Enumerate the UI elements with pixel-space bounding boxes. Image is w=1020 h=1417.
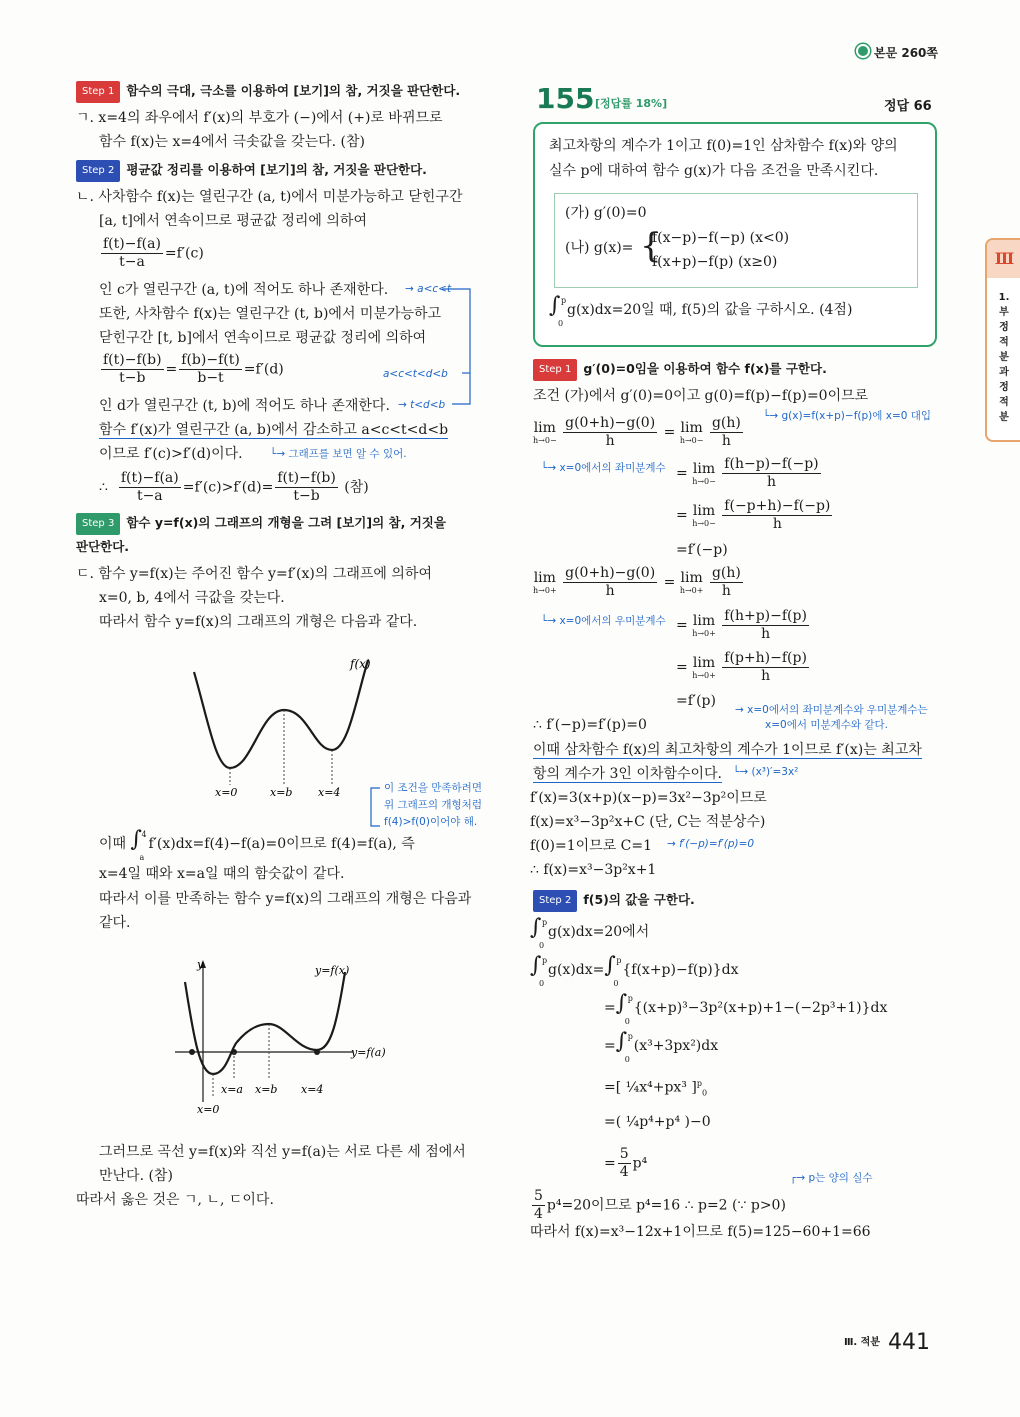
page-footer: $^{Ⅲ. 적분}$ 441 xyxy=(843,1330,930,1355)
step3-heading-cont: 판단한다. xyxy=(76,539,130,554)
text-line: ㄱ. x=4의 좌우에서 f′(x)의 부호가 (−)에서 (+)로 바뀌므로 xyxy=(76,110,443,126)
text-line: 조건 (가)에서 g′(0)=0이고 g(0)=f(p)−f(p)=0이므로 xyxy=(533,388,869,404)
chapter-side-tab: Ⅲ 1. 부정적분과 정적분 xyxy=(985,238,1020,442)
text-line: 따라서 함수 y=f(x)의 그래프의 개형은 다음과 같다. xyxy=(99,614,418,630)
text-line: 같다. xyxy=(99,915,131,931)
condition-b-top: f(x−p)−f(−p) (x<0) xyxy=(652,230,790,246)
annotation: └→ (x³)′=3x² xyxy=(733,766,799,778)
text-line: f(0)=1이므로 C=1 xyxy=(530,838,653,854)
text-line: 따라서 f(x)=x³−12x+1이므로 f(5)=125−60+1=66 xyxy=(530,1224,871,1240)
graph-label: x=0 xyxy=(197,1103,220,1116)
formula-mvt-2: $\frac{f(t)-f(b)}{t-b}$ = $\frac{f(b)-f(t)}{b-t}$ =f′(d) xyxy=(103,352,284,386)
limit-left-3: = lim h→0− $\frac{f(-p+h)-f(-p)}{h}$ xyxy=(676,498,831,532)
graph-label: y xyxy=(197,958,204,971)
problem-text: 최고차항의 계수가 1이고 f(0)=1인 삼차함수 f(x)와 양의 xyxy=(549,138,898,154)
page-number: 441 xyxy=(888,1330,930,1355)
graph-label: x=0 xyxy=(215,786,238,799)
limit-right-2: = lim h→0+ $\frac{f(h+p)-f(p)}{h}$ xyxy=(676,608,807,642)
step1-heading: Step 1 함수의 극대, 극소를 이용하여 [보기]의 참, 거짓을 판단한다. xyxy=(76,81,460,103)
limit-left-1: lim h→0− $\frac{g(0+h)-g(0)}{h}$ = lim h→0− $\frac{g(h)}{h}$ xyxy=(533,415,741,449)
condition-b-bottom: f(x+p)−f(p) (x≥0) xyxy=(652,254,778,270)
text-line: 인 d가 열린구간 (t, b)에 적어도 하나 존재한다. xyxy=(99,398,390,414)
integral-line: =( ¼p⁴+p⁴ )−0 xyxy=(604,1114,711,1130)
step1-heading: Step 1 g′(0)=0임을 이용하여 함수 f(x)를 구한다. xyxy=(533,359,827,381)
limit-right-1: lim h→0+ $\frac{g(0+h)-g(0)}{h}$ = lim h→0+ $\frac{g(h)}{h}$ xyxy=(533,565,741,599)
graph-label: y=f(a) xyxy=(351,1046,386,1059)
text-line: 또한, 사차함수 f(x)는 열린구간 (t, b)에서 미분가능하고 xyxy=(99,306,442,322)
page-reference: 본문 260쪽 xyxy=(856,44,938,61)
step2-heading: Step 2 f(5)의 값을 구한다. xyxy=(533,890,695,912)
text-line: f(x)=x³−3p²x+C (단, C는 적분상수) xyxy=(530,814,766,830)
accuracy-rate: [정답률 18%] xyxy=(595,97,668,110)
problem-question: ∫ p 0 g(x)dx=20일 때, f(5)의 값을 구하시오. (4점) xyxy=(549,293,853,328)
annotation-bracket xyxy=(440,286,474,410)
limit-right-result: =f′(p) xyxy=(676,693,716,709)
annotation: → x=0에서의 좌미분계수와 우미분계수는 x=0에서 미분계수와 같다. xyxy=(735,704,928,731)
answer-label: 정답 66 xyxy=(884,99,932,114)
problem-number: 155 xyxy=(536,82,595,115)
annotation: └→ 그래프를 보면 알 수 있어. xyxy=(270,448,407,460)
text-line: 만난다. (참) xyxy=(99,1168,173,1184)
graph-label: x=b xyxy=(255,1083,278,1096)
graph-label: x=a xyxy=(221,1083,243,1096)
text-line: 인 c가 열린구간 (a, t)에 적어도 하나 존재한다. xyxy=(99,282,389,298)
graph-label: x=4 xyxy=(318,786,341,799)
text-line: ∴ f′(−p)=f′(p)=0 xyxy=(533,717,647,733)
annotation: → f′(−p)=f′(p)=0 xyxy=(667,838,755,850)
annotation: └→ g(x)=f(x+p)−f(p)에 x=0 대입 xyxy=(763,410,932,422)
annotation: └→ x=0에서의 우미분계수 xyxy=(541,615,666,627)
integral-line: = ∫ p 0 {(x+p)³−3p²(x+p)+1−(−2p³+1)}dx xyxy=(604,991,888,1026)
limit-right-3: = lim h→0+ $\frac{f(p+h)-f(p)}{h}$ xyxy=(676,650,807,684)
circle-bullet-icon xyxy=(856,44,870,58)
graph-label: x=4 xyxy=(301,1083,324,1096)
integral-line: =[ ¼x⁴+px³ ]$^p_0$ xyxy=(604,1079,708,1098)
text-line: x=0, b, 4에서 극값을 갖는다. xyxy=(99,590,285,606)
annotation: 이 조건을 만족하려면 위 그래프의 개형처럼 f(4)>f(0)이어야 해. xyxy=(384,782,482,828)
text-line: 함수 f(x)는 x=4에서 극솟값을 갖는다. (참) xyxy=(99,134,365,150)
text-line: 항의 계수가 3인 이차함수이다. xyxy=(533,766,722,782)
text-line: 따라서 이를 만족하는 함수 y=f(x)의 그래프의 개형은 다음과 xyxy=(99,891,472,907)
brace-icon: { xyxy=(640,226,662,266)
integral-line: = ∫ p 0 (x³+3px²)dx xyxy=(604,1029,719,1064)
formula-conclusion: ∴ $\frac{f(t)-f(a)}{t-a}$ =f′(c)>f′(d)= $\frac{f(t)-f(b)}{t-b}$ (참) xyxy=(99,470,369,504)
text-line: 함수 f′(x)가 열린구간 (a, b)에서 감소하고 a<c<t<d<b xyxy=(99,422,449,438)
integral-line: ∫ p 0 g(x)dx= ∫ p 0 {f(x+p)−f(p)}dx xyxy=(530,953,739,988)
limit-left-2: = lim h→0− $\frac{f(h-p)-f(-p)}{h}$ xyxy=(676,456,819,490)
text-line: f′(x)=3(x+p)(x−p)=3x²−3p²이므로 xyxy=(530,790,767,806)
text-line: 이때 삼차함수 f(x)의 최고차항의 계수가 1이므로 f′(x)는 최고차 xyxy=(533,742,922,758)
integral-line: ∫ p 0 g(x)dx=20에서 xyxy=(530,915,650,950)
text-line: 그러므로 곡선 y=f(x)와 직선 y=f(a)는 서로 다른 세 점에서 xyxy=(99,1144,466,1160)
final-answer-line: 따라서 옳은 것은 ㄱ, ㄴ, ㄷ이다. xyxy=(76,1192,274,1208)
step2-heading: Step 2 평균값 정리를 이용하여 [보기]의 참, 거짓을 판단한다. xyxy=(76,160,427,182)
condition-a: (가) g′(0)=0 xyxy=(565,205,647,221)
integral-line: = $\frac{5}{4}$ p⁴ xyxy=(604,1146,648,1180)
text-line: $\frac{5}{4}$ p⁴=20이므로 p⁴=16 ∴ p=2 (∵ p>0) xyxy=(534,1188,786,1222)
limit-left-result: =f′(−p) xyxy=(676,542,728,558)
text-line: ㄷ. 함수 y=f(x)는 주어진 함수 y=f′(x)의 그래프에 의하여 xyxy=(76,566,432,582)
graph-f-shape xyxy=(180,650,380,805)
annotation: → t<d<b xyxy=(398,399,446,411)
graph-label: f(x) xyxy=(350,657,371,671)
graph-f-with-line xyxy=(175,952,405,1122)
text-line: 이므로 f′(c)>f′(d)이다. xyxy=(99,446,243,462)
formula-mvt-1: $\frac{f(t)-f(a)}{t-a}$ =f′(c) xyxy=(103,236,204,270)
step3-heading: Step 3 함수 y=f(x)의 그래프의 개형을 그려 [보기]의 참, 거짓을 xyxy=(76,513,446,535)
text-line: x=4일 때와 x=a일 때의 함숫값이 같다. xyxy=(99,866,345,882)
text-line: 이때 ∫ 4 a f′(x)dx=f(4)−f(a)=0이므로 f(4)=f(a), 즉 xyxy=(99,827,415,862)
text-line: ∴ f(x)=x³−3p²x+1 xyxy=(530,862,657,878)
text-line: ㄴ. 사차함수 f(x)는 열린구간 (a, t)에서 미분가능하고 닫힌구간 xyxy=(76,189,463,205)
text-line: [a, t]에서 연속이므로 평균값 정리에 의하여 xyxy=(99,213,367,229)
annotation: └→ x=0에서의 좌미분계수 xyxy=(541,462,666,474)
condition-b-lhs: (나) g(x)= xyxy=(565,240,634,256)
graph-label: y=f(x) xyxy=(315,964,350,977)
annotation: → a<c<t xyxy=(405,283,452,295)
problem-text: 실수 p에 대하여 함수 g(x)가 다음 조건을 만족시킨다. xyxy=(549,163,879,179)
text-line: 닫힌구간 [t, b]에서 연속이므로 평균값 정리에 의하여 xyxy=(99,330,427,346)
annotation: ┌→ p는 양의 실수 xyxy=(790,1172,873,1184)
annotation-bracket xyxy=(368,782,382,832)
graph-label: x=b xyxy=(270,786,293,799)
annotation: a<c<t<d<b xyxy=(383,368,448,380)
